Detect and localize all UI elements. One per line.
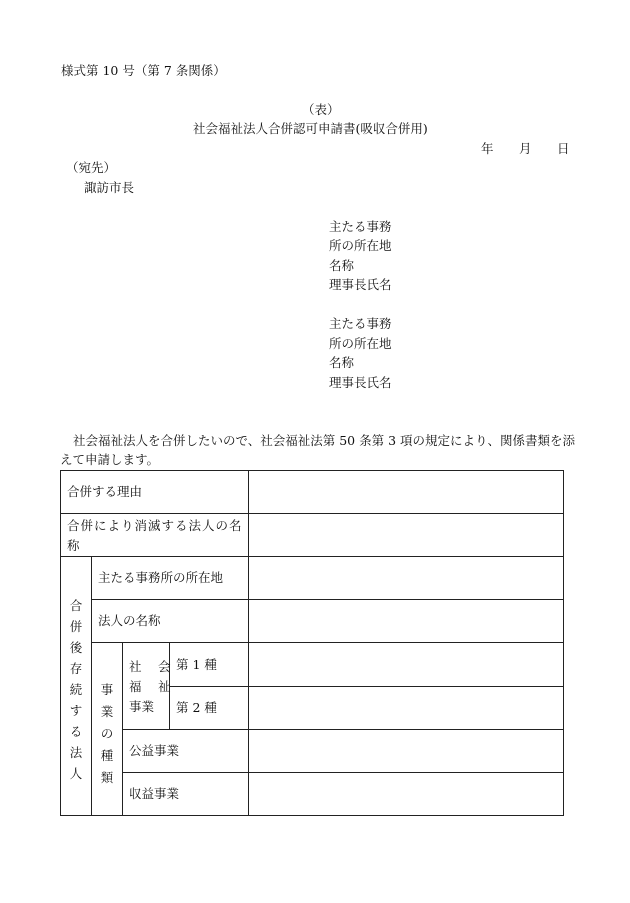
merger-reason-field[interactable] bbox=[249, 471, 563, 513]
business-type-label bbox=[99, 682, 115, 786]
side-label: （表） bbox=[302, 102, 340, 117]
dissolved-corp-label-line1: 合併により消滅する法人の名 bbox=[67, 518, 243, 533]
label-char: 存 bbox=[69, 661, 83, 676]
label-char: す bbox=[69, 703, 83, 718]
name-label: 名称 bbox=[329, 355, 355, 370]
merger-reason-label: 合併する理由 bbox=[67, 484, 143, 499]
chair-label: 理事長氏名 bbox=[329, 277, 392, 292]
label-char: 事 bbox=[100, 682, 114, 697]
office-label-line1: 主たる事務 bbox=[329, 316, 392, 331]
label-char: 業 bbox=[100, 704, 114, 719]
label-char: 合 bbox=[69, 598, 83, 613]
office-label-line2: 所の所在地 bbox=[329, 238, 392, 253]
date-day: 日 bbox=[557, 141, 570, 156]
label-char: 人 bbox=[69, 766, 83, 781]
surviving-corp-label bbox=[68, 598, 84, 782]
welfare-business-label-line2: 福 祉 bbox=[129, 679, 173, 694]
public-interest-label: 公益事業 bbox=[129, 743, 180, 758]
label-char: 後 bbox=[69, 640, 83, 655]
addressee-label: （宛先） bbox=[66, 160, 117, 175]
addressee: 諏訪市長 bbox=[84, 180, 135, 195]
type1-label: 第 1 種 bbox=[176, 657, 217, 672]
label-char: 続 bbox=[69, 682, 83, 697]
dissolved-corp-name-field[interactable] bbox=[249, 514, 563, 556]
office-label-line1: 主たる事務 bbox=[329, 219, 392, 234]
type2-label: 第 2 種 bbox=[176, 700, 217, 715]
document-title: 社会福祉法人合併認可申請書(吸収合併用) bbox=[193, 121, 428, 136]
chair-label: 理事長氏名 bbox=[329, 375, 392, 390]
date-year: 年 bbox=[481, 141, 494, 156]
profit-business-field[interactable] bbox=[249, 773, 563, 815]
welfare-business-label-line3: 事業 bbox=[129, 699, 155, 714]
label-char: 種 bbox=[100, 748, 114, 763]
label-char: る bbox=[69, 724, 83, 739]
body-text-line1: 社会福祉法人を合併したいので、社会福祉法第 50 条第 3 項の規定により、関係書類を添 bbox=[73, 433, 576, 448]
dissolved-corp-label-line2: 称 bbox=[67, 538, 80, 553]
date-month: 月 bbox=[519, 141, 532, 156]
office-label-line2: 所の所在地 bbox=[329, 336, 392, 351]
welfare-business-label-line1: 社 会 bbox=[129, 659, 173, 674]
corp-name-label: 法人の名称 bbox=[98, 613, 161, 628]
name-label: 名称 bbox=[329, 258, 355, 273]
body-text-line2: えて申請します。 bbox=[60, 452, 160, 467]
label-char: 併 bbox=[69, 619, 83, 634]
label-char: 法 bbox=[69, 745, 83, 760]
corp-name-field[interactable] bbox=[249, 600, 563, 642]
office-location-label: 主たる事務所の所在地 bbox=[98, 570, 224, 585]
label-char: の bbox=[100, 726, 114, 741]
form-number: 様式第 10 号（第 7 条関係） bbox=[61, 63, 226, 78]
type2-business-field[interactable] bbox=[249, 687, 563, 729]
office-location-field[interactable] bbox=[249, 557, 563, 599]
label-char: 類 bbox=[100, 770, 114, 785]
profit-business-label: 収益事業 bbox=[129, 786, 180, 801]
public-interest-field[interactable] bbox=[249, 730, 563, 772]
type1-business-field[interactable] bbox=[249, 643, 563, 686]
